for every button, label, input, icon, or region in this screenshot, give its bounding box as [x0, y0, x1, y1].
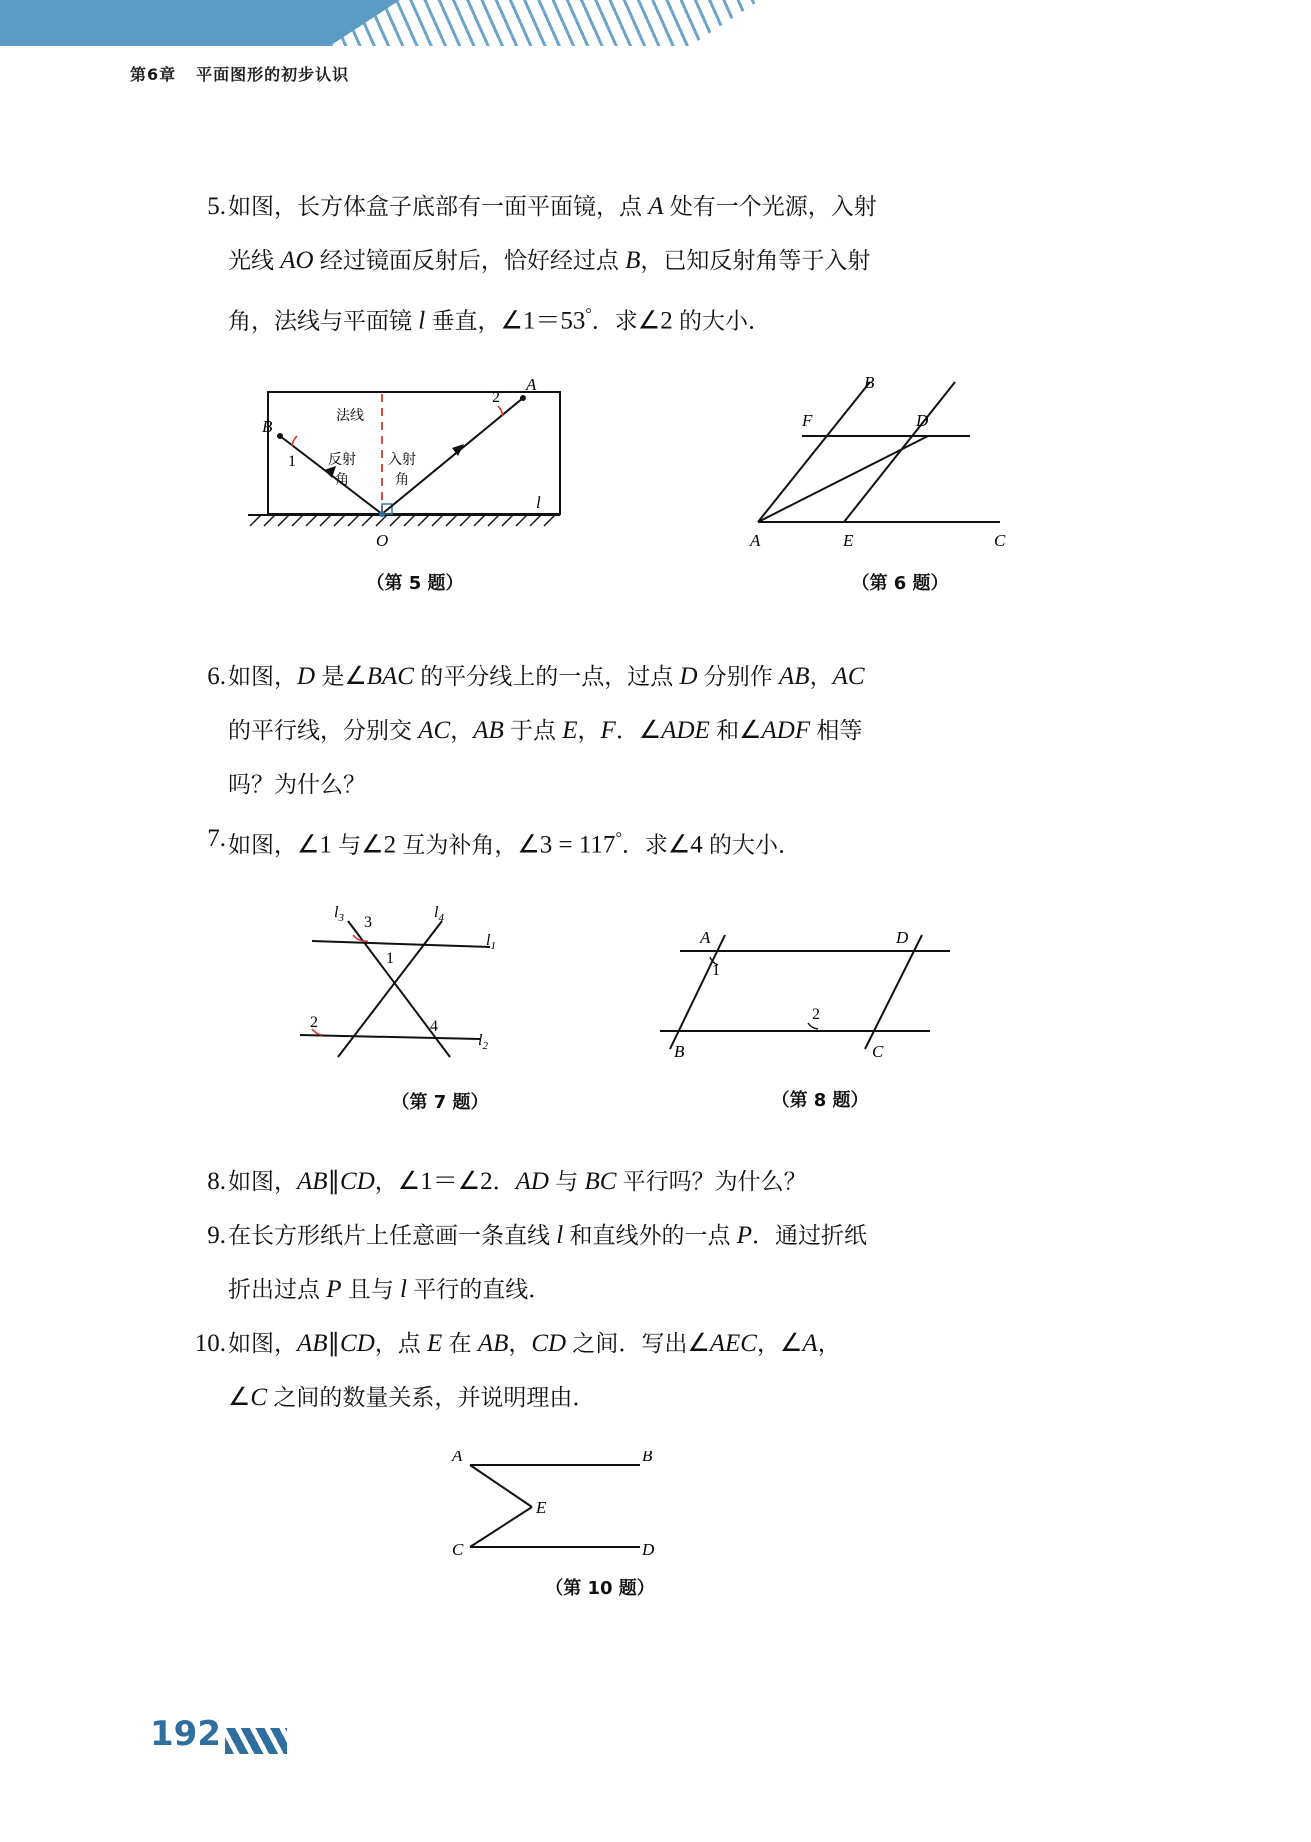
figure-7-label-l3: $l_3$: [334, 903, 344, 924]
figure-8-label-C: C: [872, 1041, 884, 1061]
figure-8-caption: （第 8 题）: [771, 1089, 869, 1111]
figure-10-caption: （第 10 题）: [545, 1577, 655, 1599]
problem-10-line-2: ∠C 之间的数量关系，并说明理由．: [228, 1383, 596, 1411]
figure-6-label-B: B: [864, 374, 875, 393]
problem-9: [0, 1209, 1311, 1317]
figure-7-label-l4: $l_4$: [434, 903, 444, 924]
figure-7-label-l2: $l_2$: [478, 1031, 488, 1052]
figure-6: [740, 374, 1060, 595]
problem-7-line-1: 如图，∠1 与∠2 互为补角，∠3 = 117°．求∠4 的大小．: [228, 830, 802, 859]
figure-10-svg: [450, 1451, 750, 1561]
running-head-title: 平面图形的初步认识: [196, 65, 350, 84]
figure-6-svg: [740, 374, 1060, 564]
band-hatch-shape: [330, 0, 760, 46]
figure-5-caption: （第 5 题）: [366, 573, 464, 595]
page-number-decoration: [225, 1728, 287, 1754]
problem-6: [0, 650, 1311, 812]
figure-6-label-E: E: [843, 531, 854, 551]
problem-5-line-1: 如图，长方体盒子底部有一面平面镜，点 A 处有一个光源，入射: [228, 193, 877, 220]
problem-8-line-1: 如图，AB∥CD，∠1＝∠2．AD 与 BC 平行吗？为什么？: [228, 1167, 807, 1195]
figure-7-label-angle4: 4: [430, 1017, 438, 1035]
problem-8: [0, 1155, 1311, 1209]
figure-10-label-C: C: [452, 1539, 464, 1559]
figure-7-label-angle1: 1: [386, 949, 394, 967]
figure-5-label-B: B: [262, 417, 273, 437]
figure-5-label-A: A: [526, 375, 537, 395]
figure-5-label-reflect2: 角: [335, 472, 349, 489]
figure-5-label-angle2: 2: [492, 389, 500, 407]
figure-10-label-D: D: [642, 1539, 655, 1559]
figure-5-label-incident: 入射: [388, 452, 416, 469]
figure-8-label-B: B: [674, 1041, 685, 1061]
figure-10-label-B: B: [642, 1450, 653, 1465]
page-top-decoration: [0, 0, 1311, 46]
problem-7: [0, 812, 1311, 872]
page-number: 192: [150, 1714, 221, 1754]
page-footer: [150, 1714, 287, 1754]
figure-7-label-angle3: 3: [364, 913, 372, 931]
problem-9-number: 9.: [207, 1221, 226, 1249]
figure-5-label-normal: 法线: [336, 408, 364, 425]
problem-10-line-1: 如图，AB∥CD，点 E 在 AB，CD 之间．写出∠AEC，∠A，: [228, 1329, 841, 1357]
figure-8-label-angle1: 1: [712, 961, 720, 979]
figure-8: [660, 909, 980, 1112]
figure-5-label-incident2: 角: [395, 472, 409, 489]
figure-8-label-D: D: [896, 927, 909, 947]
figure-10: [450, 1451, 750, 1600]
problem-5: [0, 180, 1311, 348]
figure-5-label-reflect: 反射: [328, 452, 356, 469]
figure-5-svg: [240, 374, 590, 564]
figure-row-5-6: [0, 374, 1311, 624]
problem-6-line-3: 吗？为什么？: [228, 772, 366, 799]
figure-8-label-angle2: 2: [812, 1005, 820, 1023]
problem-6-line-1: 如图，D 是∠BAC 的平分线上的一点，过点 D 分别作 AB，AC: [228, 663, 865, 691]
figure-6-label-F: F: [802, 411, 813, 431]
figure-6-caption: （第 6 题）: [851, 573, 949, 595]
figure-row-10: [0, 1451, 1311, 1611]
problem-8-number: 8.: [207, 1167, 226, 1195]
page-content: [0, 180, 1311, 1611]
problem-9-line-2: 折出过点 P 且与 l 平行的直线．: [228, 1275, 552, 1303]
figure-10-label-A: A: [452, 1450, 463, 1465]
running-head-chapter: 第6章: [130, 65, 177, 84]
problem-6-number: 6.: [207, 663, 226, 691]
figure-7-svg: [290, 899, 590, 1079]
figure-8-svg: [660, 909, 980, 1079]
figure-10-label-E: E: [536, 1497, 547, 1517]
figure-6-label-A: A: [750, 531, 761, 551]
figure-7-label-l1: $l_1$: [486, 931, 496, 952]
problem-9-line-1: 在长方形纸片上任意画一条直线 l 和直线外的一点 P．通过折纸: [228, 1221, 867, 1249]
figure-6-label-D: D: [916, 411, 929, 431]
figure-5-label-angle1: 1: [288, 453, 296, 471]
problem-7-number: 7.: [207, 825, 226, 853]
problem-5-line-2: 光线 AO 经过镜面反射后，恰好经过点 B，已知反射角等于入射: [228, 247, 871, 274]
figure-row-7-8: [0, 899, 1311, 1129]
figure-5-label-O: O: [376, 531, 389, 551]
problem-10-number: 10.: [194, 1329, 226, 1357]
band-blue-shape: [0, 0, 400, 46]
problem-6-line-2: 的平行线，分别交 AC，AB 于点 E，F．∠ADE 和∠ADF 相等: [228, 717, 863, 745]
problem-5-number: 5.: [207, 193, 226, 220]
figure-5: [240, 374, 590, 595]
figure-8-label-A: A: [700, 927, 711, 947]
figure-7: [290, 899, 590, 1114]
running-head: [130, 62, 349, 85]
figure-6-label-C: C: [994, 531, 1006, 551]
problem-5-line-3: 角，法线与平面镜 l 垂直，∠1＝53°．求∠2 的大小．: [228, 306, 771, 335]
problem-10: [0, 1317, 1311, 1425]
figure-5-label-l: l: [536, 493, 541, 513]
figure-7-label-angle2: 2: [310, 1013, 318, 1031]
figure-7-caption: （第 7 题）: [391, 1091, 489, 1113]
